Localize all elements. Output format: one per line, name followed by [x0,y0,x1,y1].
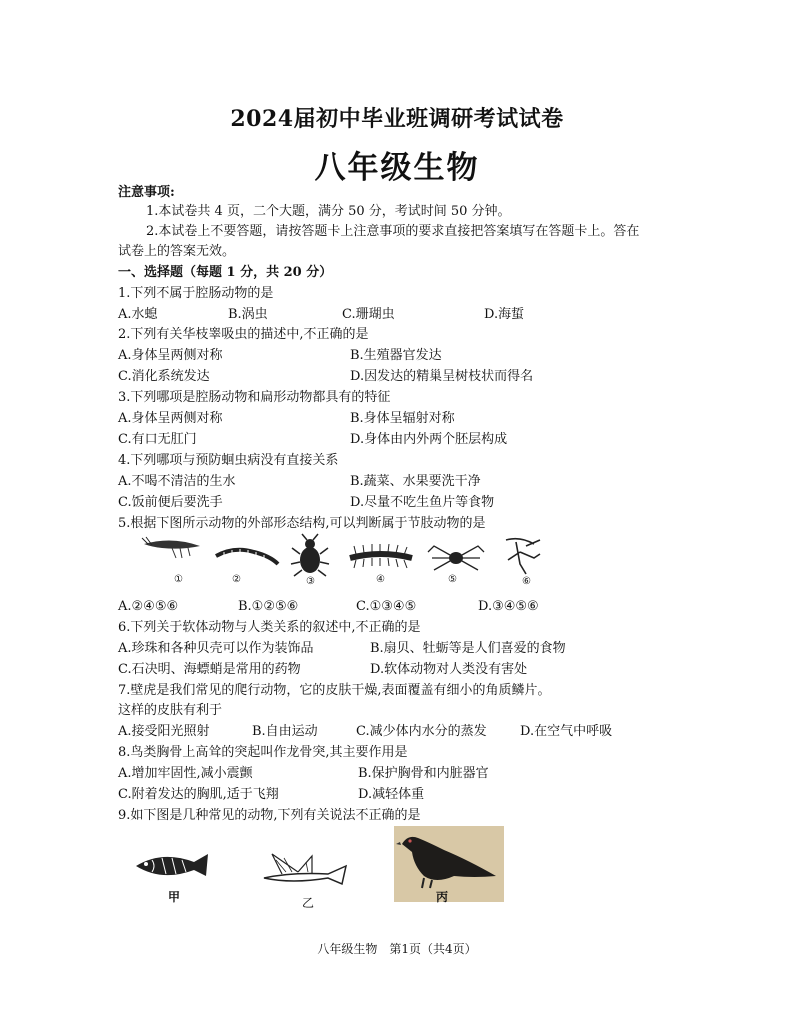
page-footer: 八年级生物 第1页（共4页） [317,942,477,956]
question-7-options [118,723,678,741]
label-5: ⑤ [448,574,457,585]
question-2-options-1 [118,347,678,365]
question-4-options-2 [118,494,678,512]
option-a: A.不喝不清洁的生水 [118,474,236,489]
note-item-1: 1.本试卷共 4 页，二个大题，满分 50 分，考试时间 50 分钟。 [146,204,511,219]
option-c: C.石决明、海螵蛸是常用的药物 [118,662,301,677]
exam-subject: 八年级生物 [314,150,480,186]
option-a: A.增加牢固性,减小震颤 [118,766,253,781]
option-c: C.减少体内水分的蒸发 [356,724,487,739]
question-9-stem: 9.如下图是几种常见的动物,下列有关说法不正确的是 [118,808,421,823]
question-2-stem: 2.下列有关华枝睾吸虫的描述中,不正确的是 [118,327,369,342]
question-5-options [118,598,678,616]
beetle-drawing [290,534,330,578]
option-d: D.身体由内外两个胚层构成 [350,432,508,447]
question-3-options-2 [118,431,678,449]
note-item-2: 2.本试卷上不要答题，请按答题卡上注意事项的要求直接把答案填写在答题卡上。答在 [146,224,640,239]
question-2-options-2 [118,368,678,386]
option-c: C.珊瑚虫 [342,307,395,322]
option-a: A.身体呈两侧对称 [118,411,223,426]
label-bing: 丙 [436,890,449,904]
question-1-stem: 1.下列不属于腔肠动物的是 [118,286,274,301]
label-4: ④ [376,574,385,585]
question-1-options [118,306,678,324]
label-1: ① [174,574,183,585]
option-b: B.蔬菜、水果要洗干净 [350,474,481,489]
label-3: ③ [306,576,315,587]
shrimp-drawing [142,536,206,576]
flying-fish-drawing [262,852,348,892]
option-c: C.有口无肛门 [118,432,197,447]
option-b: B.保护胸骨和内脏器官 [358,766,489,781]
option-d: D.软体动物对人类没有害处 [370,662,528,677]
pigeon-photo [394,826,504,902]
option-c: C.①③④⑤ [356,599,417,614]
option-d: D.因发达的精巢呈树枝状而得名 [350,369,534,384]
option-b: B.①②⑤⑥ [238,599,299,614]
exam-title: 2024届初中毕业班调研考试试卷 [230,106,564,132]
option-b: B.自由运动 [252,724,318,739]
question-6-options-2 [118,661,678,679]
question-7-stem: 7.壁虎是我们常见的爬行动物，它的皮肤干燥,表面覆盖有细小的角质鳞片。 [118,683,551,698]
centipede-drawing [346,544,416,574]
option-a: A.②④⑤⑥ [118,599,179,614]
option-a: A.水螅 [118,307,158,322]
option-b: B.扇贝、牡蛎等是人们喜爱的食物 [370,641,566,656]
pigeon-drawing [394,826,504,902]
option-d: D.在空气中呼吸 [520,724,613,739]
option-b: B.涡虫 [228,307,268,322]
option-d: D.③④⑤⑥ [478,599,539,614]
label-yi: 乙 [302,896,315,910]
question-6-options-1 [118,640,678,658]
question-8-options-2 [118,786,678,804]
question-5-figure [128,536,558,592]
question-8-options-1 [118,765,678,783]
option-a: A.珍珠和各种贝壳可以作为装饰品 [118,641,314,656]
question-3-options-1 [118,410,678,428]
option-d: D.海蜇 [484,307,525,322]
question-3-stem: 3.下列哪项是腔肠动物和扁形动物都具有的特征 [118,390,391,405]
option-a: A.接受阳光照射 [118,724,210,739]
label-jia: 甲 [168,890,181,904]
question-4-stem: 4.下列哪项与预防蛔虫病没有直接关系 [118,453,339,468]
option-c: C.附着发达的胸肌,适于飞翔 [118,787,279,802]
spider-drawing [428,542,484,576]
option-b: B.生殖器官发达 [350,348,442,363]
label-6: ⑥ [522,576,531,587]
mantis-drawing [496,534,546,578]
notes-heading: 注意事项: [118,185,175,200]
option-c: C.饭前便后要洗手 [118,495,223,510]
question-4-options-1 [118,473,678,491]
label-2: ② [232,574,241,585]
fish-drawing [132,846,212,890]
option-b: B.身体呈辐射对称 [350,411,455,426]
note-item-2-cont: 试卷上的答案无效。 [118,244,236,259]
option-d: D.尽量不吃生鱼片等食物 [350,495,495,510]
question-6-stem: 6.下列关于软体动物与人类关系的叙述中,不正确的是 [118,620,421,635]
option-a: A.身体呈两侧对称 [118,348,223,363]
option-c: C.消化系统发达 [118,369,210,384]
question-8-stem: 8.鸟类胸骨上高耸的突起叫作龙骨突,其主要作用是 [118,745,408,760]
section-heading: 一、选择题（每题 1 分，共 20 分） [118,265,333,280]
question-7-stem-cont: 这样的皮肤有利于 [118,703,223,718]
option-d: D.减轻体重 [358,787,425,802]
worm-drawing [214,542,280,572]
question-5-stem: 5.根据下图所示动物的外部形态结构,可以判断属于节肢动物的是 [118,516,486,531]
